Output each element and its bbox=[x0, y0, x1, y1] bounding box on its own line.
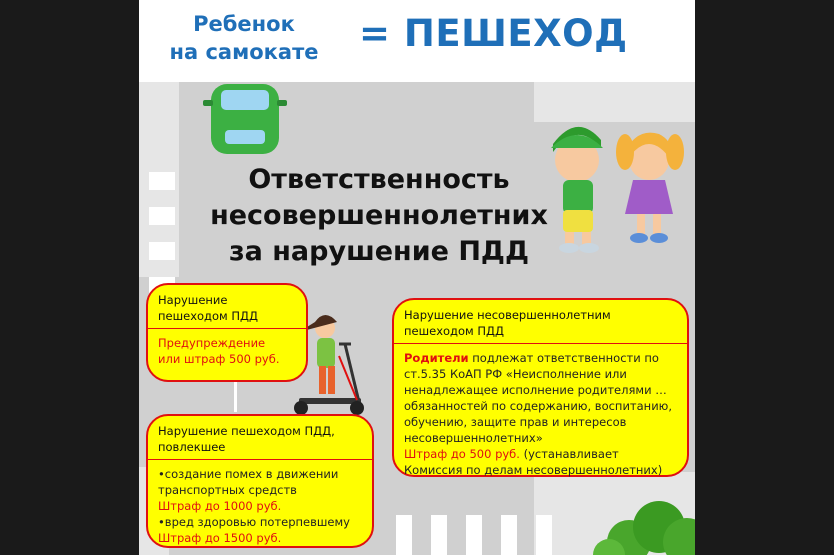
consequences-box bbox=[146, 414, 374, 548]
box1-divider bbox=[148, 328, 306, 329]
box2-header-1: Нарушение пешеходом ПДД, bbox=[158, 424, 335, 438]
title-line-2: несовершеннолетних bbox=[210, 200, 548, 231]
banner-child-on-scooter bbox=[159, 10, 329, 66]
box2-item-2 bbox=[158, 514, 362, 530]
box1-warning: Предупреждение bbox=[158, 336, 266, 350]
box3-fine: Штраф до 500 руб. bbox=[404, 447, 520, 461]
box3-line-6: несовершеннолетних» bbox=[404, 431, 543, 445]
box1-header-2: пешеходом ПДД bbox=[158, 309, 258, 323]
title-line-1: Ответственность bbox=[248, 164, 510, 195]
box2-fine-1: Штраф до 1000 руб. bbox=[158, 499, 282, 513]
box2-item-1-cont: транспортных средств bbox=[158, 483, 297, 497]
banner-line-1: Ребенок bbox=[193, 12, 295, 36]
header-banner bbox=[139, 0, 695, 82]
page-title bbox=[179, 162, 579, 270]
pedestrian-violation-box bbox=[146, 283, 308, 382]
box1-fine: или штраф 500 руб. bbox=[158, 352, 280, 366]
box2-item-1-text: создание помех в движении bbox=[164, 467, 339, 481]
box2-item-2-text: вред здоровью потерпевшему bbox=[164, 515, 350, 529]
box3-line-4: обязанностей по содержанию, воспитанию, bbox=[404, 399, 672, 413]
banner-pedestrian: = ПЕШЕХОД bbox=[359, 12, 628, 55]
box1-header-1: Нарушение bbox=[158, 293, 228, 307]
box3-parents: Родители bbox=[404, 351, 469, 365]
box3-line-5: обучению, защите прав и интересов bbox=[404, 415, 627, 429]
banner-line-2: на самокате bbox=[169, 40, 319, 64]
box3-header-1: Нарушение несовершеннолетним bbox=[404, 308, 611, 322]
box3-line-2: ст.5.35 КоАП РФ «Неисполнение или bbox=[404, 367, 627, 381]
box3-line-7 bbox=[404, 446, 677, 462]
box3-fine-rest: (устанавливает bbox=[519, 447, 619, 461]
box2-divider bbox=[148, 459, 372, 460]
box2-item-1 bbox=[158, 466, 362, 482]
box3-line-8: Комиссия по делам несовершеннолетних) bbox=[404, 463, 663, 477]
box3-line-3: ненадлежащее исполнение родителями … bbox=[404, 383, 667, 397]
minor-violation-box bbox=[392, 298, 689, 477]
box2-fine-2: Штраф до 1500 руб. bbox=[158, 531, 282, 545]
car-icon bbox=[203, 84, 287, 154]
box3-divider bbox=[394, 343, 687, 344]
title-line-3: за нарушение ПДД bbox=[228, 236, 530, 267]
box3-line-1-rest: подлежат ответственности по bbox=[468, 351, 659, 365]
box3-header-2: пешеходом ПДД bbox=[404, 324, 504, 338]
box2-header-2: повлекшее bbox=[158, 440, 226, 454]
box3-line-1 bbox=[404, 350, 677, 366]
